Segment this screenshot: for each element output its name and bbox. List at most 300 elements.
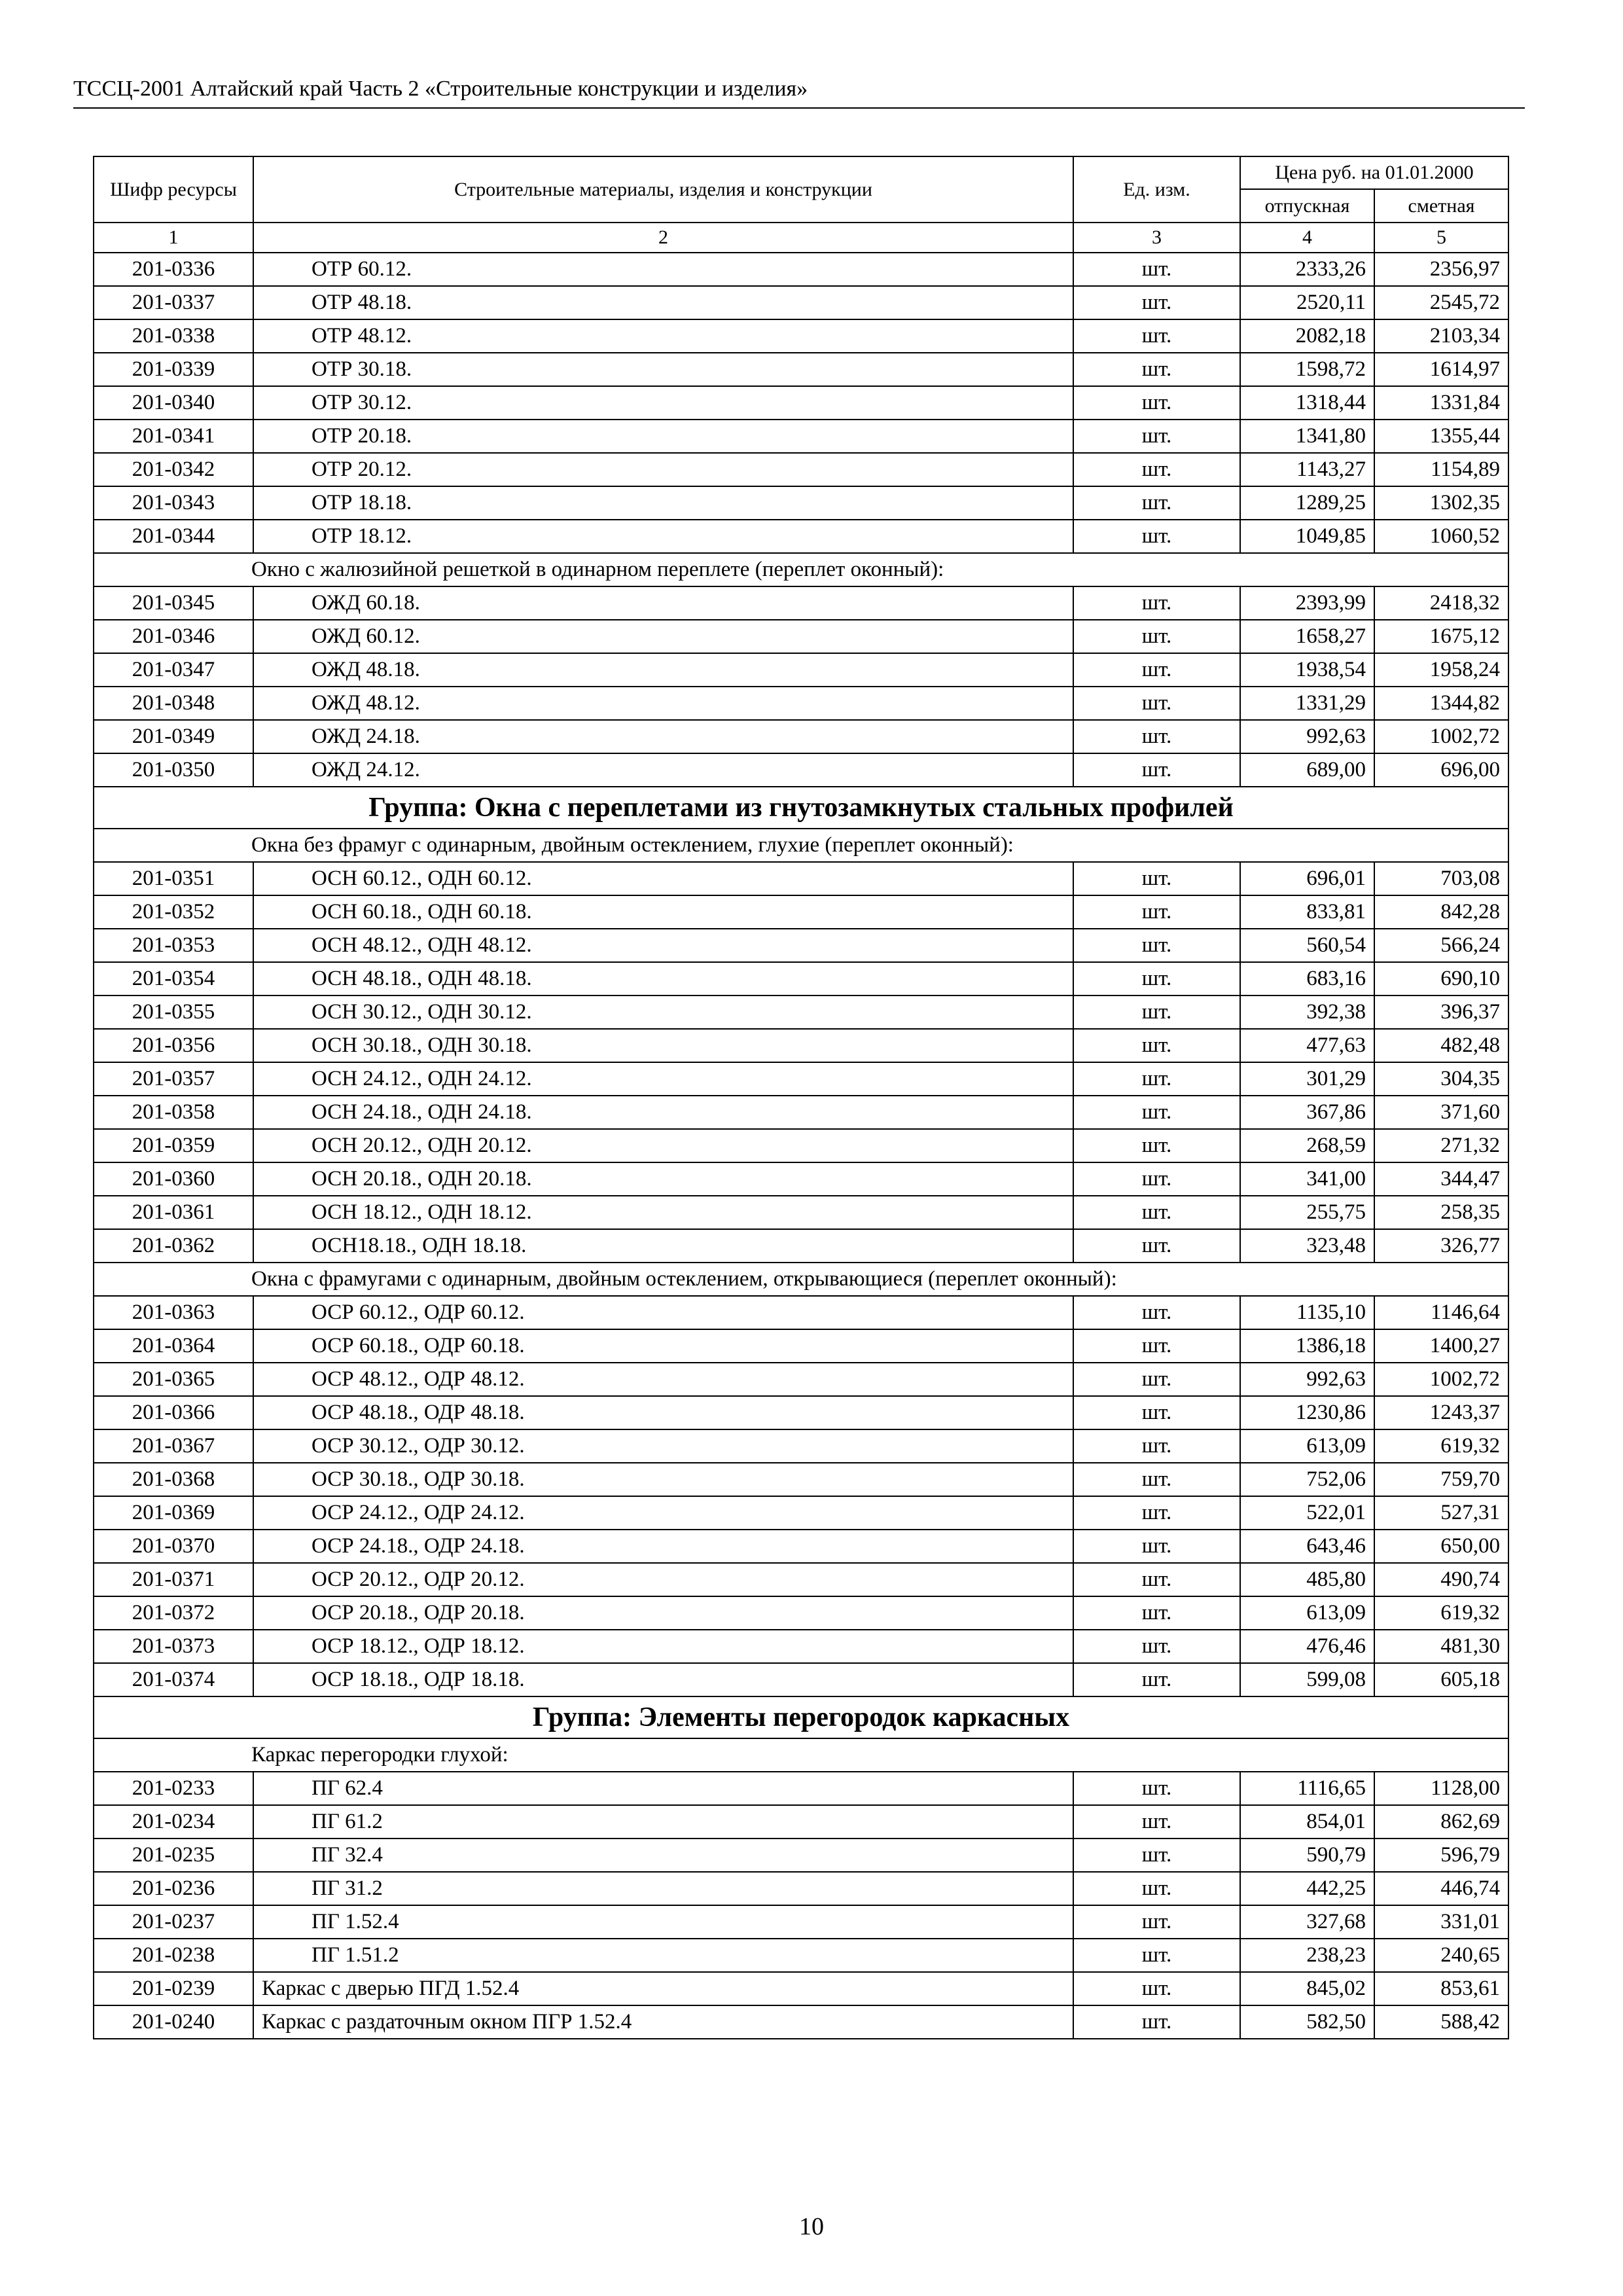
col-header-name: Строительные материалы, изделия и конструкции [253, 156, 1073, 223]
material-name: ОСН 48.12., ОДН 48.12. [253, 929, 1073, 962]
price-estimate: 1002,72 [1374, 1363, 1508, 1396]
price-estimate: 481,30 [1374, 1630, 1508, 1663]
table-row [94, 753, 1508, 787]
material-name: ОТР 18.18. [253, 486, 1073, 520]
price-sale: 854,01 [1240, 1805, 1374, 1839]
price-sale: 599,08 [1240, 1663, 1374, 1696]
material-name: ОСН 24.12., ОДН 24.12. [253, 1062, 1073, 1096]
table-row [94, 1296, 1508, 1329]
material-name: ПГ 61.2 [253, 1805, 1073, 1839]
price-sale: 689,00 [1240, 753, 1374, 787]
material-name: ОСН 18.12., ОДН 18.12. [253, 1196, 1073, 1229]
table-row [94, 520, 1508, 553]
material-name: ОЖД 24.12. [253, 753, 1073, 787]
unit: шт. [1073, 1905, 1240, 1939]
price-estimate: 258,35 [1374, 1196, 1508, 1229]
resource-code: 201-0369 [94, 1496, 253, 1530]
material-name: ОСН 20.18., ОДН 20.18. [253, 1162, 1073, 1196]
resource-code: 201-0336 [94, 253, 253, 286]
table-row [94, 1196, 1508, 1229]
subsection-row [94, 1738, 1508, 1772]
resource-code: 201-0353 [94, 929, 253, 962]
price-sale: 1116,65 [1240, 1772, 1374, 1805]
unit: шт. [1073, 862, 1240, 895]
table-row [94, 962, 1508, 996]
price-sale: 1049,85 [1240, 520, 1374, 553]
unit: шт. [1073, 253, 1240, 286]
price-estimate: 619,32 [1374, 1429, 1508, 1463]
table-body [94, 253, 1508, 2039]
subsection-title: Окна без фрамуг с одинарным, двойным остеклением, глухие (переплет оконный): [94, 829, 1508, 862]
resource-code: 201-0346 [94, 620, 253, 653]
subsection-row [94, 553, 1508, 586]
col-number: 3 [1073, 223, 1240, 253]
price-estimate: 1154,89 [1374, 453, 1508, 486]
unit: шт. [1073, 1530, 1240, 1563]
unit: шт. [1073, 1939, 1240, 1972]
col-number: 2 [253, 223, 1073, 253]
price-estimate: 862,69 [1374, 1805, 1508, 1839]
price-sale: 1386,18 [1240, 1329, 1374, 1363]
subsection-title: Окна с фрамугами с одинарным, двойным остеклением, открывающиеся (переплет оконный): [94, 1263, 1508, 1296]
unit: шт. [1073, 586, 1240, 620]
table-row [94, 1530, 1508, 1563]
material-name: ОЖД 48.18. [253, 653, 1073, 687]
resource-code: 201-0239 [94, 1972, 253, 2005]
unit: шт. [1073, 2005, 1240, 2039]
unit: шт. [1073, 1296, 1240, 1329]
resource-code: 201-0354 [94, 962, 253, 996]
price-estimate: 1060,52 [1374, 520, 1508, 553]
unit: шт. [1073, 420, 1240, 453]
price-sale: 1289,25 [1240, 486, 1374, 520]
unit: шт. [1073, 1663, 1240, 1696]
unit: шт. [1073, 929, 1240, 962]
unit: шт. [1073, 353, 1240, 386]
price-estimate: 842,28 [1374, 895, 1508, 929]
unit: шт. [1073, 1129, 1240, 1162]
price-estimate: 588,42 [1374, 2005, 1508, 2039]
material-name: ОСН 30.18., ОДН 30.18. [253, 1029, 1073, 1062]
price-sale: 301,29 [1240, 1062, 1374, 1096]
price-estimate: 2103,34 [1374, 319, 1508, 353]
price-sale: 238,23 [1240, 1939, 1374, 1972]
material-name: ОТР 30.18. [253, 353, 1073, 386]
resource-code: 201-0236 [94, 1872, 253, 1905]
price-estimate: 1331,84 [1374, 386, 1508, 420]
resource-code: 201-0371 [94, 1563, 253, 1596]
price-sale: 485,80 [1240, 1563, 1374, 1596]
unit: шт. [1073, 286, 1240, 319]
price-sale: 341,00 [1240, 1162, 1374, 1196]
group-title: Группа: Окна с переплетами из гнутозамкнутых стальных профилей [94, 787, 1508, 829]
unit: шт. [1073, 1463, 1240, 1496]
price-sale: 255,75 [1240, 1196, 1374, 1229]
table-row [94, 1596, 1508, 1630]
price-estimate: 240,65 [1374, 1939, 1508, 1972]
price-estimate: 344,47 [1374, 1162, 1508, 1196]
resource-code: 201-0240 [94, 2005, 253, 2039]
price-sale: 696,01 [1240, 862, 1374, 895]
material-name: ПГ 62.4 [253, 1772, 1073, 1805]
resource-code: 201-0351 [94, 862, 253, 895]
resource-code: 201-0238 [94, 1939, 253, 1972]
price-sale: 992,63 [1240, 720, 1374, 753]
price-sale: 1318,44 [1240, 386, 1374, 420]
price-estimate: 304,35 [1374, 1062, 1508, 1096]
unit: шт. [1073, 895, 1240, 929]
unit: шт. [1073, 1429, 1240, 1463]
unit: шт. [1073, 486, 1240, 520]
material-name: ОТР 48.12. [253, 319, 1073, 353]
resource-code: 201-0361 [94, 1196, 253, 1229]
price-estimate: 566,24 [1374, 929, 1508, 962]
table-row [94, 386, 1508, 420]
material-name: ОСР 30.18., ОДР 30.18. [253, 1463, 1073, 1496]
material-name: ОСН 48.18., ОДН 48.18. [253, 962, 1073, 996]
price-sale: 323,48 [1240, 1229, 1374, 1263]
resource-code: 201-0360 [94, 1162, 253, 1196]
table-row [94, 1229, 1508, 1263]
resource-code: 201-0341 [94, 420, 253, 453]
group-row [94, 1696, 1508, 1738]
price-estimate: 1355,44 [1374, 420, 1508, 453]
table-row [94, 1396, 1508, 1429]
material-name: ОСН 24.18., ОДН 24.18. [253, 1096, 1073, 1129]
price-sale: 582,50 [1240, 2005, 1374, 2039]
resource-code: 201-0235 [94, 1839, 253, 1872]
price-estimate: 650,00 [1374, 1530, 1508, 1563]
table-row [94, 2005, 1508, 2039]
subsection-title: Окно с жалюзийной решеткой в одинарном переплете (переплет оконный): [94, 553, 1508, 586]
table-row [94, 1839, 1508, 1872]
price-sale: 1938,54 [1240, 653, 1374, 687]
unit: шт. [1073, 687, 1240, 720]
table-row [94, 1630, 1508, 1663]
col-header-sale: отпускная [1240, 189, 1374, 223]
material-name: ОТР 20.18. [253, 420, 1073, 453]
resource-code: 201-0357 [94, 1062, 253, 1096]
unit: шт. [1073, 620, 1240, 653]
material-name: ОСР 30.12., ОДР 30.12. [253, 1429, 1073, 1463]
unit: шт. [1073, 319, 1240, 353]
material-name: ОЖД 60.18. [253, 586, 1073, 620]
price-sale: 522,01 [1240, 1496, 1374, 1530]
material-name: ОСР 18.12., ОДР 18.12. [253, 1630, 1073, 1663]
material-name: ОТР 20.12. [253, 453, 1073, 486]
col-header-code: Шифр ресурсы [94, 156, 253, 223]
table-row [94, 1029, 1508, 1062]
unit: шт. [1073, 1839, 1240, 1872]
price-sale: 2082,18 [1240, 319, 1374, 353]
price-estimate: 1400,27 [1374, 1329, 1508, 1363]
price-sale: 268,59 [1240, 1129, 1374, 1162]
page-header: ТССЦ-2001 Алтайский край Часть 2 «Строительные конструкции и изделия» [73, 73, 1525, 109]
table-row [94, 620, 1508, 653]
table-row [94, 1772, 1508, 1805]
material-name: ОТР 48.18. [253, 286, 1073, 319]
table-row [94, 1563, 1508, 1596]
resource-code: 201-0367 [94, 1429, 253, 1463]
col-number: 5 [1374, 223, 1508, 253]
group-title: Группа: Элементы перегородок каркасных [94, 1696, 1508, 1738]
material-name: ОСР 20.12., ОДР 20.12. [253, 1563, 1073, 1596]
resource-code: 201-0350 [94, 753, 253, 787]
resource-code: 201-0237 [94, 1905, 253, 1939]
price-sale: 1658,27 [1240, 620, 1374, 653]
material-name: ОТР 30.12. [253, 386, 1073, 420]
price-sale: 560,54 [1240, 929, 1374, 962]
resource-code: 201-0347 [94, 653, 253, 687]
price-estimate: 596,79 [1374, 1839, 1508, 1872]
table-row [94, 1096, 1508, 1129]
unit: шт. [1073, 1972, 1240, 2005]
unit: шт. [1073, 1229, 1240, 1263]
table-row [94, 687, 1508, 720]
material-name: ПГ 32.4 [253, 1839, 1073, 1872]
table-row [94, 929, 1508, 962]
price-sale: 683,16 [1240, 962, 1374, 996]
table-row [94, 453, 1508, 486]
material-name: Каркас с дверью ПГД 1.52.4 [253, 1972, 1073, 2005]
price-estimate: 396,37 [1374, 996, 1508, 1029]
table-row [94, 1162, 1508, 1196]
page-number: 10 [799, 2213, 824, 2240]
unit: шт. [1073, 1563, 1240, 1596]
unit: шт. [1073, 1496, 1240, 1530]
table-row [94, 1129, 1508, 1162]
resource-code: 201-0345 [94, 586, 253, 620]
price-sale: 845,02 [1240, 1972, 1374, 2005]
unit: шт. [1073, 1596, 1240, 1630]
material-name: ОСР 48.12., ОДР 48.12. [253, 1363, 1073, 1396]
material-name: ОСР 48.18., ОДР 48.18. [253, 1396, 1073, 1429]
price-estimate: 490,74 [1374, 1563, 1508, 1596]
table-row [94, 720, 1508, 753]
resource-code: 201-0337 [94, 286, 253, 319]
price-estimate: 696,00 [1374, 753, 1508, 787]
resource-code: 201-0343 [94, 486, 253, 520]
price-sale: 442,25 [1240, 1872, 1374, 1905]
table-row [94, 420, 1508, 453]
unit: шт. [1073, 962, 1240, 996]
resource-code: 201-0363 [94, 1296, 253, 1329]
price-estimate: 1243,37 [1374, 1396, 1508, 1429]
unit: шт. [1073, 1772, 1240, 1805]
table-row [94, 996, 1508, 1029]
resource-code: 201-0352 [94, 895, 253, 929]
subsection-title: Каркас перегородки глухой: [94, 1738, 1508, 1772]
table-row [94, 586, 1508, 620]
table-row [94, 319, 1508, 353]
resource-code: 201-0364 [94, 1329, 253, 1363]
table-row [94, 1905, 1508, 1939]
unit: шт. [1073, 1162, 1240, 1196]
unit: шт. [1073, 753, 1240, 787]
resource-code: 201-0373 [94, 1630, 253, 1663]
col-number: 4 [1240, 223, 1374, 253]
price-estimate: 371,60 [1374, 1096, 1508, 1129]
table-row [94, 1429, 1508, 1463]
unit: шт. [1073, 1805, 1240, 1839]
price-estimate: 1344,82 [1374, 687, 1508, 720]
price-estimate: 331,01 [1374, 1905, 1508, 1939]
unit: шт. [1073, 1329, 1240, 1363]
resource-code: 201-0362 [94, 1229, 253, 1263]
material-name: ОСН 20.12., ОДН 20.12. [253, 1129, 1073, 1162]
material-name: ОСР 18.18., ОДР 18.18. [253, 1663, 1073, 1696]
resource-code: 201-0372 [94, 1596, 253, 1630]
resource-code: 201-0368 [94, 1463, 253, 1496]
price-estimate: 1302,35 [1374, 486, 1508, 520]
material-name: ОЖД 48.12. [253, 687, 1073, 720]
price-estimate: 1614,97 [1374, 353, 1508, 386]
material-name: ОСР 60.18., ОДР 60.18. [253, 1329, 1073, 1363]
material-name: ОСР 20.18., ОДР 20.18. [253, 1596, 1073, 1630]
table-row [94, 895, 1508, 929]
material-name: ОСР 24.12., ОДР 24.12. [253, 1496, 1073, 1530]
table-row [94, 1463, 1508, 1496]
material-name: ОТР 60.12. [253, 253, 1073, 286]
table-row [94, 253, 1508, 286]
unit: шт. [1073, 653, 1240, 687]
unit: шт. [1073, 520, 1240, 553]
col-header-estimate: сметная [1374, 189, 1508, 223]
table-row [94, 353, 1508, 386]
resource-code: 201-0234 [94, 1805, 253, 1839]
unit: шт. [1073, 453, 1240, 486]
price-sale: 833,81 [1240, 895, 1374, 929]
material-name: ОСН 30.12., ОДН 30.12. [253, 996, 1073, 1029]
table-row [94, 1939, 1508, 1972]
price-estimate: 619,32 [1374, 1596, 1508, 1630]
unit: шт. [1073, 1062, 1240, 1096]
unit: шт. [1073, 1196, 1240, 1229]
table-row [94, 1496, 1508, 1530]
unit: шт. [1073, 1396, 1240, 1429]
resource-code: 201-0340 [94, 386, 253, 420]
resource-code: 201-0358 [94, 1096, 253, 1129]
material-name: ОТР 18.12. [253, 520, 1073, 553]
price-sale: 613,09 [1240, 1596, 1374, 1630]
material-name: ОСН18.18., ОДН 18.18. [253, 1229, 1073, 1263]
col-header-unit: Ед. изм. [1073, 156, 1240, 223]
material-name: ПГ 1.52.4 [253, 1905, 1073, 1939]
material-name: ОЖД 24.18. [253, 720, 1073, 753]
resource-code: 201-0344 [94, 520, 253, 553]
price-sale: 613,09 [1240, 1429, 1374, 1463]
price-sale: 1143,27 [1240, 453, 1374, 486]
price-sale: 1331,29 [1240, 687, 1374, 720]
price-sale: 1230,86 [1240, 1396, 1374, 1429]
table-row [94, 286, 1508, 319]
col-header-price: Цена руб. на 01.01.2000 [1240, 156, 1508, 189]
resource-code: 201-0365 [94, 1363, 253, 1396]
resource-code: 201-0370 [94, 1530, 253, 1563]
subsection-row [94, 1263, 1508, 1296]
resource-code: 201-0349 [94, 720, 253, 753]
price-estimate: 1958,24 [1374, 653, 1508, 687]
price-sale: 1598,72 [1240, 353, 1374, 386]
unit: шт. [1073, 386, 1240, 420]
group-row [94, 787, 1508, 829]
price-sale: 2520,11 [1240, 286, 1374, 319]
price-sale: 392,38 [1240, 996, 1374, 1029]
resource-code: 201-0233 [94, 1772, 253, 1805]
material-name: ПГ 1.51.2 [253, 1939, 1073, 1972]
table-row [94, 486, 1508, 520]
price-estimate: 1675,12 [1374, 620, 1508, 653]
price-sale: 643,46 [1240, 1530, 1374, 1563]
table-row [94, 1062, 1508, 1096]
price-estimate: 482,48 [1374, 1029, 1508, 1062]
price-estimate: 326,77 [1374, 1229, 1508, 1263]
unit: шт. [1073, 1630, 1240, 1663]
price-sale: 367,86 [1240, 1096, 1374, 1129]
table-row [94, 1663, 1508, 1696]
material-name: ОСН 60.12., ОДН 60.12. [253, 862, 1073, 895]
unit: шт. [1073, 1872, 1240, 1905]
price-estimate: 759,70 [1374, 1463, 1508, 1496]
table-row [94, 862, 1508, 895]
table-row [94, 1363, 1508, 1396]
resource-code: 201-0339 [94, 353, 253, 386]
price-estimate: 1146,64 [1374, 1296, 1508, 1329]
table-row [94, 1805, 1508, 1839]
price-sale: 2333,26 [1240, 253, 1374, 286]
material-name: ПГ 31.2 [253, 1872, 1073, 1905]
resource-code: 201-0355 [94, 996, 253, 1029]
price-sale: 752,06 [1240, 1463, 1374, 1496]
price-estimate: 605,18 [1374, 1663, 1508, 1696]
price-estimate: 703,08 [1374, 862, 1508, 895]
resource-code: 201-0348 [94, 687, 253, 720]
resource-code: 201-0366 [94, 1396, 253, 1429]
price-estimate: 271,32 [1374, 1129, 1508, 1162]
price-sale: 992,63 [1240, 1363, 1374, 1396]
unit: шт. [1073, 720, 1240, 753]
price-sale: 2393,99 [1240, 586, 1374, 620]
material-name: ОЖД 60.12. [253, 620, 1073, 653]
price-sale: 327,68 [1240, 1905, 1374, 1939]
table-row [94, 1329, 1508, 1363]
price-estimate: 690,10 [1374, 962, 1508, 996]
resource-code: 201-0356 [94, 1029, 253, 1062]
material-name: ОСР 24.18., ОДР 24.18. [253, 1530, 1073, 1563]
unit: шт. [1073, 1096, 1240, 1129]
col-number: 1 [94, 223, 253, 253]
subsection-row [94, 829, 1508, 862]
unit: шт. [1073, 1363, 1240, 1396]
table-row [94, 1972, 1508, 2005]
table-row [94, 1872, 1508, 1905]
price-table [93, 156, 1509, 2039]
price-estimate: 853,61 [1374, 1972, 1508, 2005]
table-row [94, 653, 1508, 687]
material-name: ОСН 60.18., ОДН 60.18. [253, 895, 1073, 929]
material-name: ОСР 60.12., ОДР 60.12. [253, 1296, 1073, 1329]
price-estimate: 2418,32 [1374, 586, 1508, 620]
price-sale: 1341,80 [1240, 420, 1374, 453]
price-sale: 1135,10 [1240, 1296, 1374, 1329]
resource-code: 201-0342 [94, 453, 253, 486]
resource-code: 201-0359 [94, 1129, 253, 1162]
price-sale: 477,63 [1240, 1029, 1374, 1062]
unit: шт. [1073, 996, 1240, 1029]
price-estimate: 527,31 [1374, 1496, 1508, 1530]
resource-code: 201-0338 [94, 319, 253, 353]
price-estimate: 1002,72 [1374, 720, 1508, 753]
